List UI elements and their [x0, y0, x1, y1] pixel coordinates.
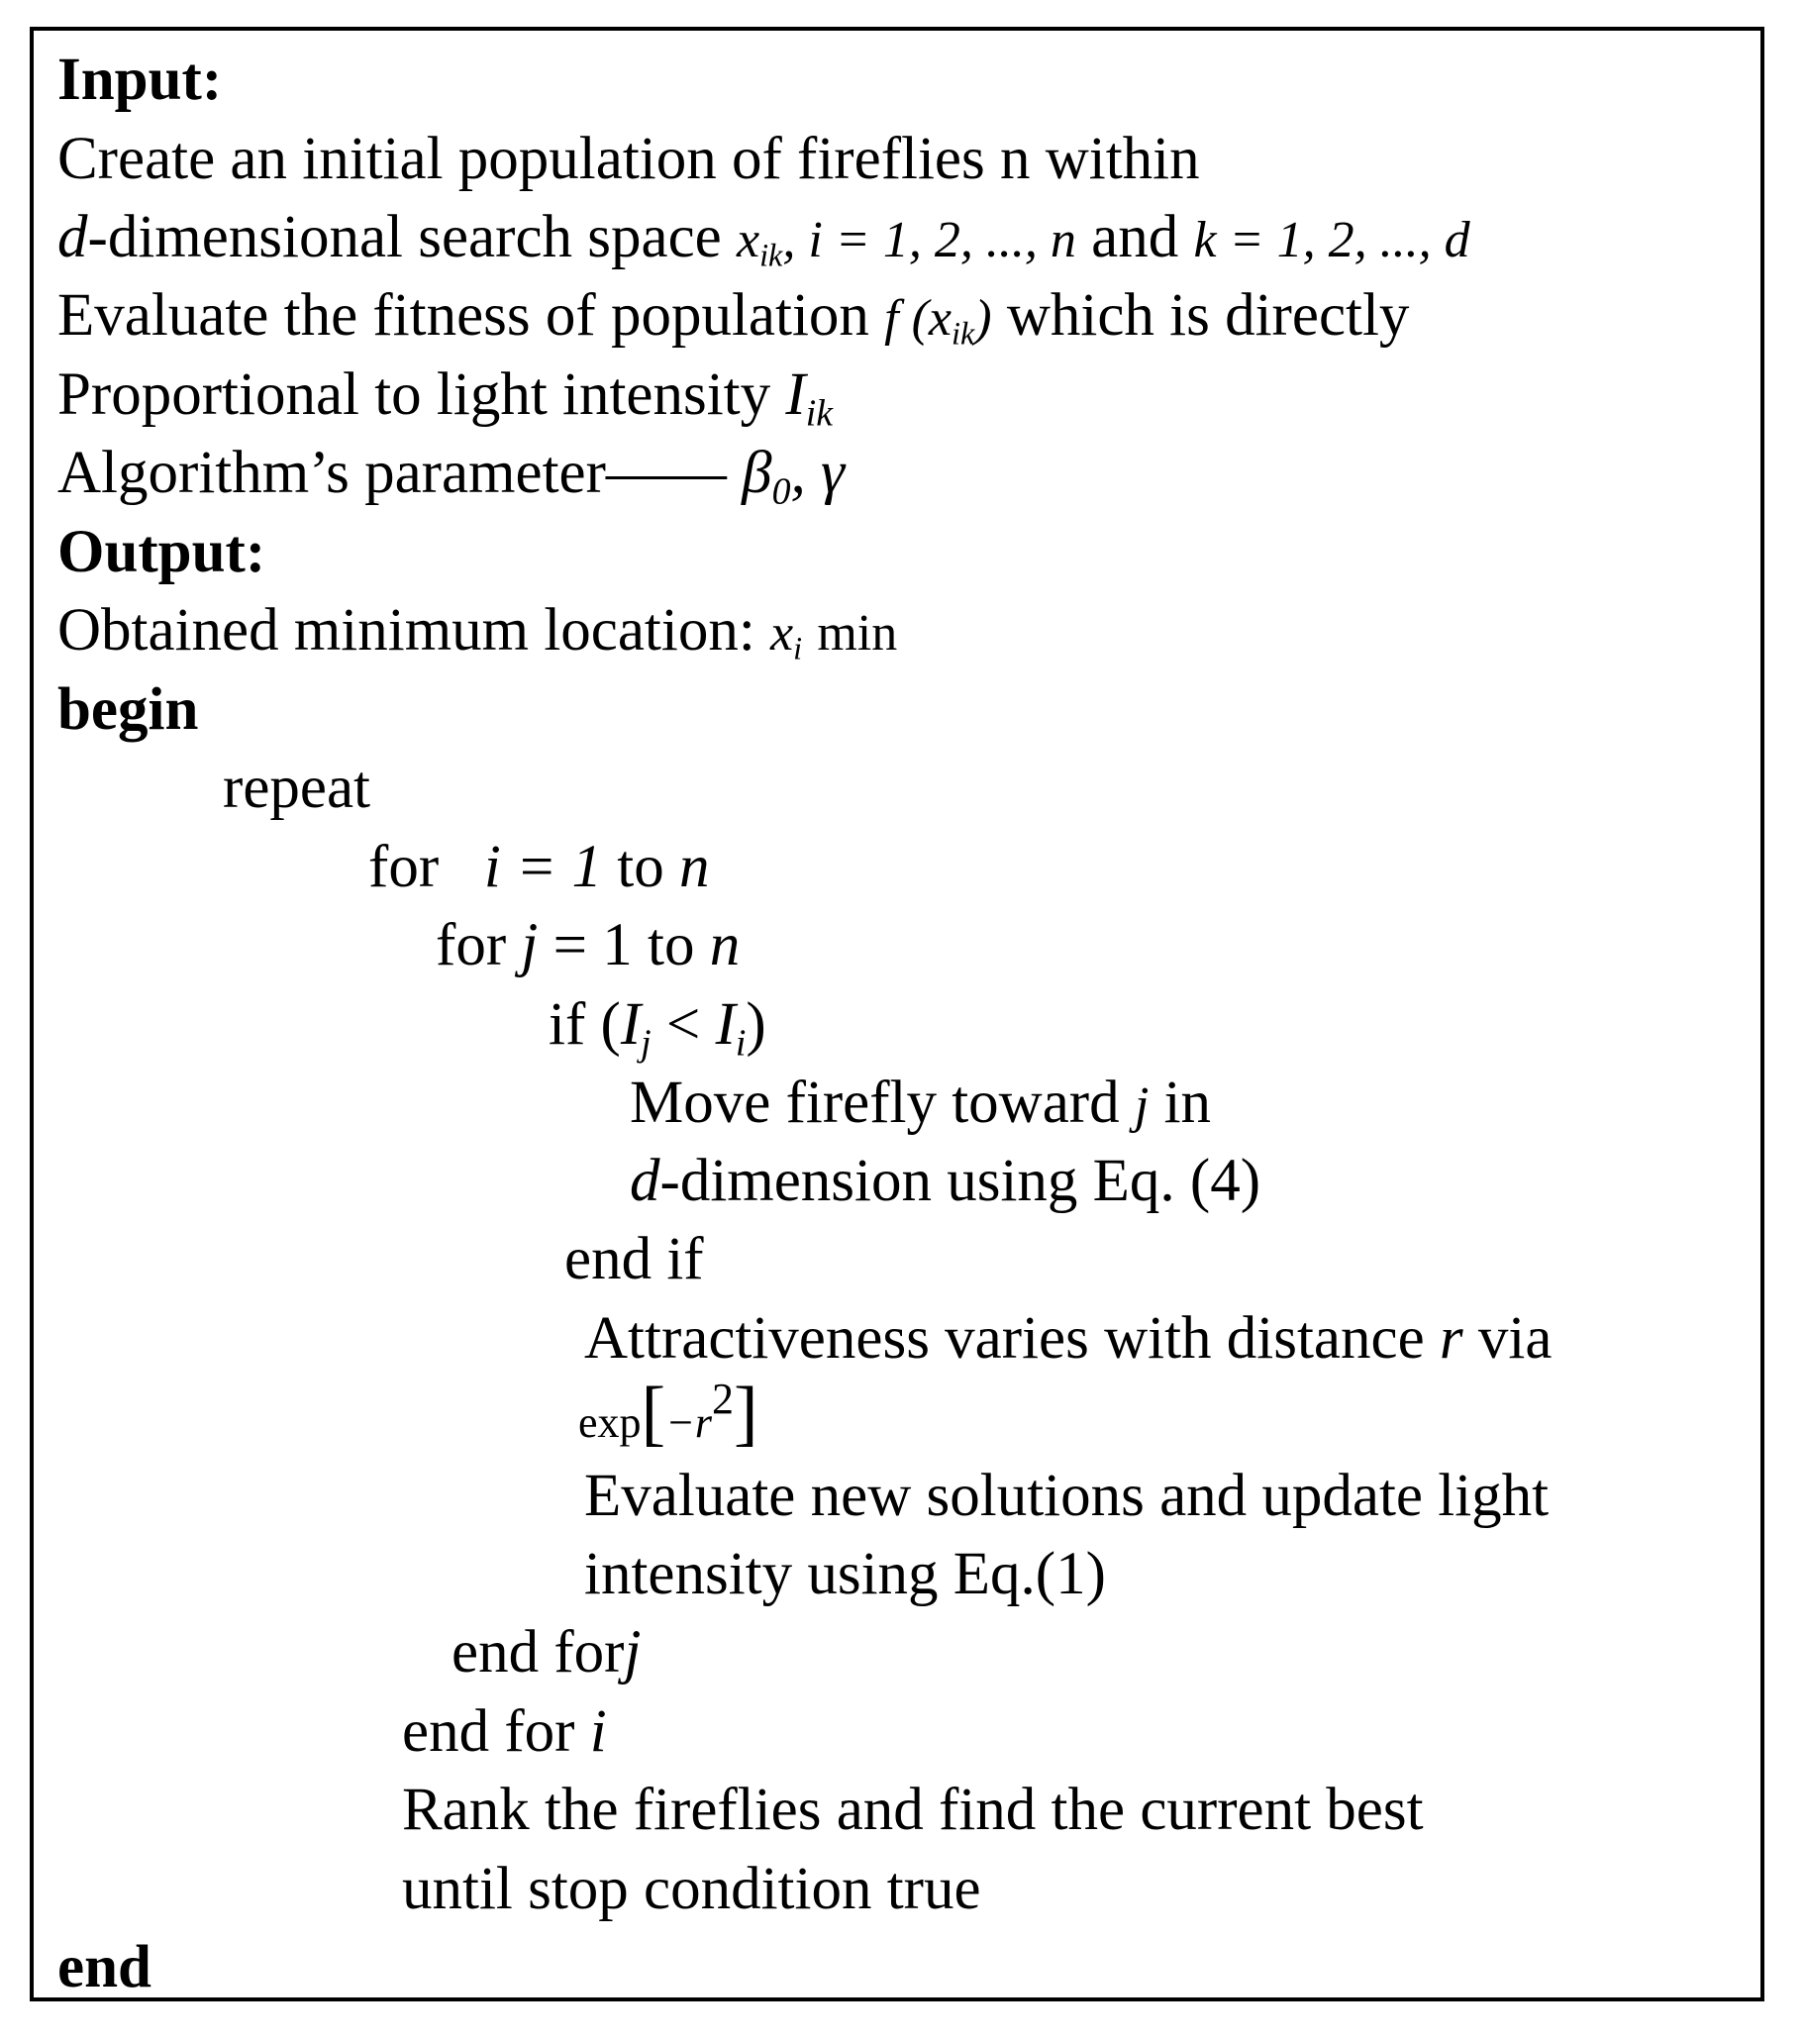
light-intensity-var: $I_{ik}$	[785, 361, 833, 435]
exp-formula: $\exp[-r^2]$	[578, 1373, 758, 1454]
line-evaluate-fitness: Evaluate the fitness of population f $(x_{ik})$ which is directly	[57, 282, 1410, 352]
begin-keyword: begin	[57, 676, 199, 743]
for-j-line: for j = 1 to n	[436, 912, 741, 978]
k-range: k = 1, 2, ..., d	[1193, 212, 1470, 268]
if-line: if $(I_j < I_i)$	[549, 991, 766, 1065]
line-create-population: Create an initial population of fireflies n within	[57, 126, 1200, 192]
output-heading: Output:	[57, 519, 266, 585]
attractiveness-line: Attractiveness varies with distance r via	[584, 1305, 1553, 1372]
line-obtained-min: Obtained minimum location: $x_i$ min	[57, 597, 898, 666]
move-firefly-line: Move firefly toward j in	[630, 1070, 1212, 1136]
line-search-space	[57, 204, 1470, 273]
and-text: and	[1091, 204, 1179, 270]
evaluate-new-line-2: intensity using Eq.(1)	[584, 1541, 1106, 1607]
end-keyword: end	[57, 1934, 151, 2000]
x-i-var: $x_i$	[770, 605, 803, 666]
x-var: $x_{ik}$, i = 1, 2, ..., n	[736, 212, 1076, 273]
until-line: until stop condition true	[402, 1856, 981, 1922]
input-heading: Input:	[57, 47, 223, 113]
evaluate-new-line-1: Evaluate new solutions and update light	[584, 1463, 1550, 1529]
rank-fireflies-line: Rank the fireflies and find the current best	[402, 1777, 1424, 1843]
d-var: d	[57, 204, 88, 270]
search-space-text: -dimensional search space	[87, 204, 722, 270]
line-proportional: Proportional to light intensity $I_{ik}$	[57, 361, 833, 435]
repeat-keyword: repeat	[223, 755, 370, 821]
fitness-function: f $(x_{ik})$	[884, 290, 992, 352]
end-if-keyword: end if	[564, 1226, 704, 1292]
d-dimension-line: d-dimension using Eq. (4)	[630, 1148, 1261, 1214]
end-for-i-line: end for i	[402, 1698, 607, 1765]
end-for-j-line: end forj	[452, 1619, 642, 1686]
line-parameters: Algorithm’s parameter—— $\beta_0$, γ	[57, 440, 846, 513]
beta-gamma: $\beta_0$, γ	[742, 440, 846, 513]
for-i-line: for i = 1 to n	[368, 834, 710, 900]
